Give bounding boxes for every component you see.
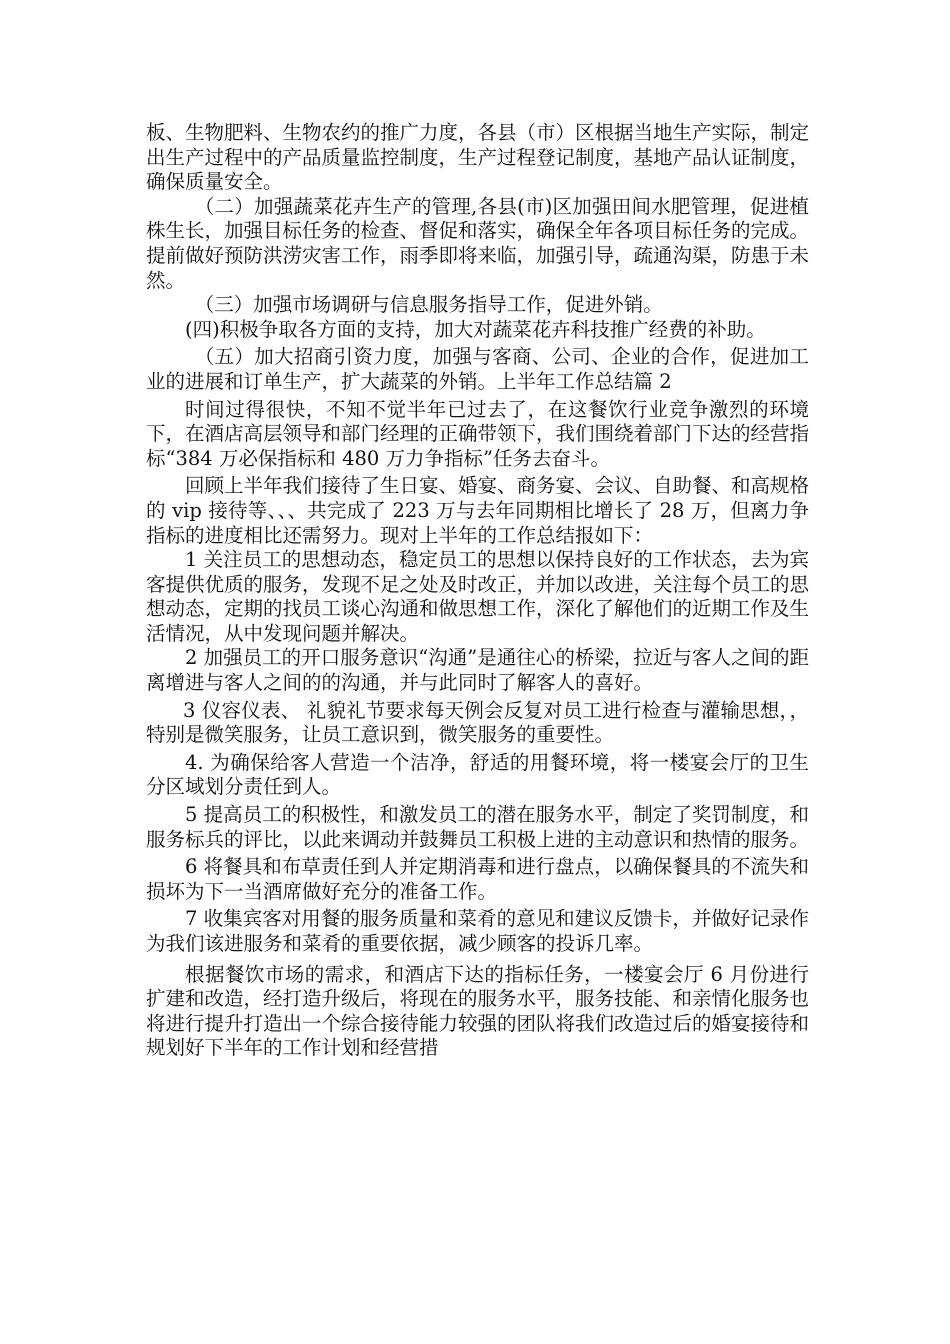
paragraph-7: 回顾上半年我们接待了生日宴、婚宴、商务宴、会议、自助餐、和高规格的 vip 接待等、、、共完成了 223 万与去年同期相比增长了 28 万，但离力争指标的进度相比还需努力。现对上半年的工作总结报如下： <box>146 474 810 547</box>
paragraph-4: (四)积极争取各方面的支持，加大对蔬菜花卉科技推广经费的补助。 <box>185 317 766 341</box>
paragraph-3: （三）加强市场调研与信息服务指导工作，促进外销。 <box>194 293 663 317</box>
document-body <box>146 121 809 1061</box>
paragraph-14: 7 收集宾客对用餐的服务质量和菜肴的意见和建议反馈卡，并做好记录作为我们该进服务和菜肴的重要依据，减少顾客的投诉几率。 <box>146 907 809 955</box>
paragraph-5: （五）加大招商引资力度，加强与客商、公司、企业的合作，促进加工业的进展和订单生产，扩大蔬菜的外销。上半年工作总结篇 2 <box>146 345 809 393</box>
paragraph-12: 5 提高员工的积极性，和激发员工的潜在服务水平，制定了奖罚制度，和服务标兵的评比，以此来调动并鼓舞员工积极上进的主动意识和热情的服务。 <box>146 803 810 851</box>
paragraph-2: （二）加强蔬菜花卉生产的管理,各县(市)区加强田间水肥管理，促进植株生长，加强目标任务的检查、督促和落实，确保全年各项目标任务的完成。提前做好预防洪涝灾害工作，雨季即将来临，加强引导，疏通沟渠，防患于未然。 <box>146 194 810 292</box>
paragraph-1: 板、生物肥料、生物农约的推广力度，各县（市）区根据当地生产实际，制定出生产过程中的产品质量监控制度，生产过程登记制度，基地产品认证制度，确保质量安全。 <box>146 121 810 194</box>
paragraph-8: 1 关注员工的思想动态，稳定员工的思想以保持良好的工作状态，去为宾客提供优质的服务，发现不足之处及时改正，并加以改进，关注每个员工的思想动态，定期的找员工谈心沟通和做思想工作，深化了解他们的近期工作及生活情况，从中发现问题并解决。 <box>146 548 810 645</box>
paragraph-11: 4. 为确保给客人营造一个洁净，舒适的用餐环境，将一楼宴会厅的卫生分区域划分责任到人。 <box>146 750 809 799</box>
paragraph-15: 根据餐饮市场的需求，和酒店下达的指标任务，一楼宴会厅 6 月份进行扩建和改造，经打造升级后，将现在的服务水平，服务技能、和亲情化服务也将进行提升打造出一个综合接待能力较强的团队将我们改造过后的婚宴接待和规划好下半年的工作计划和经营措 <box>146 962 810 1060</box>
paragraph-9: 2 加强员工的开口服务意识“沟通”是通往心的桥梁，拉近与客人之间的距离增进与客人之间的的沟通，并与此同时了解客人的喜好。 <box>146 646 809 695</box>
paragraph-13: 6 将餐具和布草责任到人并定期消毒和进行盘点，以确保餐具的不流失和损坏为下一当酒席做好充分的准备工作。 <box>146 855 809 903</box>
paragraph-6: 时间过得很快，不知不觉半年已过去了，在这餐饮行业竞争激烈的环境下，在酒店高层领导和部门经理的正确带领下，我们围绕着部门下达的经营指标“384 万必保指标和 480 万力争指标”任务去奋斗。 <box>146 397 810 470</box>
paragraph-10: 3 仪容仪表、 礼貌礼节要求每天例会反复对员工进行检查与灌输思想，，特别是微笑服务，让员工意识到，微笑服务的重要性。 <box>146 698 809 747</box>
